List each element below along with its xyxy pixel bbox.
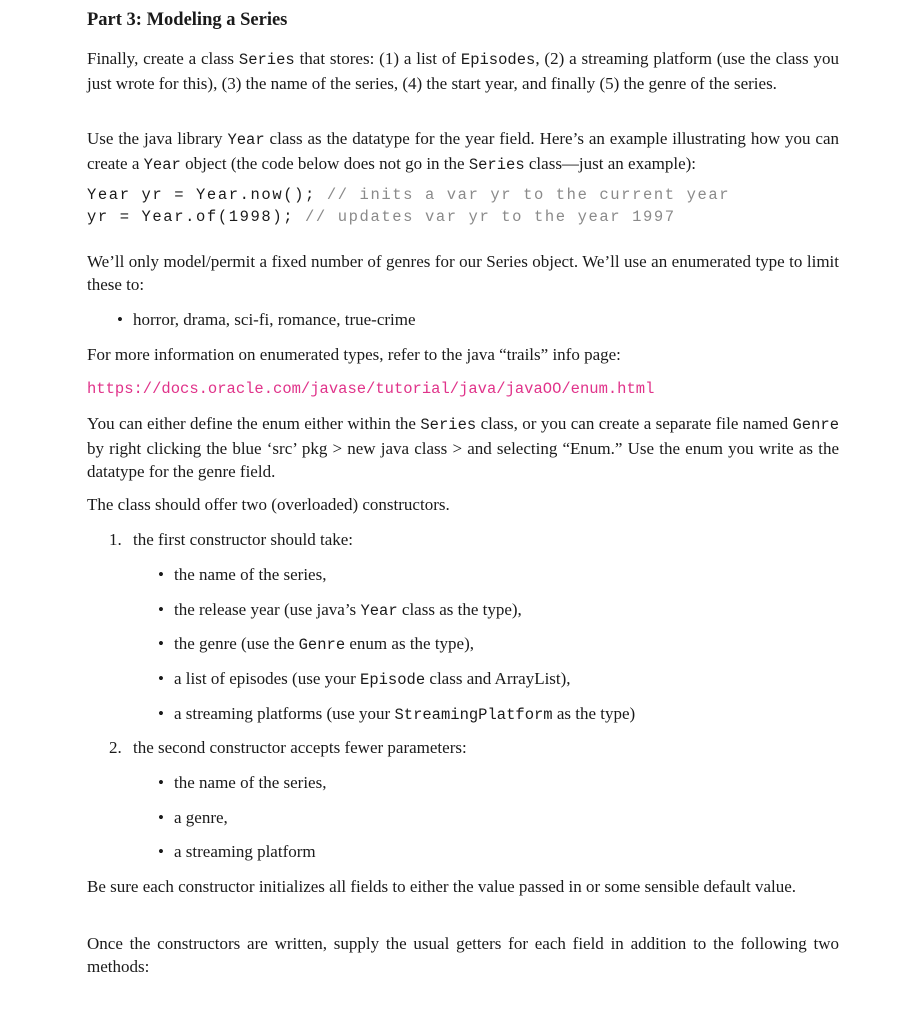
bullet-icon: • [158, 842, 164, 861]
enum-info-text: For more information on enumerated types, refer to the java “trails” info page: [87, 345, 621, 364]
list1-item-4-code: Episode [360, 671, 426, 689]
intro-text-3: , (2) a streaming platform (use the class you just wrote for this), (3) the name of the series, (4) the start year, and finally (5) the genre of the series. [87, 49, 839, 93]
enum-text-1: You can either define the enum either within the [87, 414, 421, 433]
year-code-2: Year [143, 156, 181, 174]
list1-item-3-text-b: enum as the type), [345, 634, 475, 653]
bullet-icon: • [158, 565, 164, 584]
bullet-icon: • [158, 669, 164, 688]
section-title: Part 3: Modeling a Series [87, 10, 288, 30]
enum-text-3: by right clicking the blue ‘src’ pkg > new java class > and selecting “Enum.” Use the enum you write as the datatype for the genre field. [87, 439, 839, 481]
code-line-2-statement: yr = Year.of(1998); [87, 208, 306, 226]
bullet-icon: • [158, 773, 164, 792]
intro-code-series: Series [238, 51, 295, 69]
list2-item-1: the name of the series, [174, 773, 327, 792]
code-line-1-comment: // inits a var yr to the current year [326, 186, 731, 204]
year-paragraph [87, 127, 839, 177]
list1-item-5 [174, 702, 635, 727]
list1-item-3-code: Genre [298, 636, 346, 654]
genres-paragraph: We’ll only model/permit a fixed number of genres for our Series object. We’ll use an enumerated type to limit these to: [87, 252, 839, 294]
list1-item-2-code: Year [360, 602, 398, 620]
bullet-icon: • [158, 808, 164, 827]
bullet-icon: • [158, 600, 164, 619]
list1-item-5-text-a: a streaming platforms (use your [174, 704, 395, 723]
constructors-intro: The class should offer two (overloaded) constructors. [87, 495, 450, 514]
bullet-icon: • [158, 634, 164, 653]
enum-code-series: Series [420, 416, 477, 434]
year-text-1: Use the java library [87, 129, 228, 148]
year-text-3: object (the code below does not go in the [180, 154, 469, 173]
year-code-3: Series [468, 156, 525, 174]
enum-text-2: class, or you can create a separate file named [476, 414, 793, 433]
code-line-2-comment: // updates var yr to the year 1997 [305, 208, 676, 226]
list2-text: the second constructor accepts fewer parameters: [133, 738, 467, 757]
code-line-1-statement: Year yr = Year.now(); [87, 186, 327, 204]
list1-number: 1. [109, 530, 122, 549]
list1-text: the first constructor should take: [133, 530, 354, 549]
init-paragraph: Be sure each constructor initializes all fields to either the value passed in or some sensible default value. [87, 877, 797, 896]
intro-text-1: Finally, create a class [87, 49, 239, 68]
year-text-2: class as the datatype for the year field. Here’s an example illustrating how you can create a [87, 129, 839, 173]
list2-item-3: a streaming platform [174, 842, 316, 861]
list1-item-3-text-a: the genre (use the [174, 634, 299, 653]
genres-list-item: horror, drama, sci-fi, romance, true-crime [133, 310, 416, 329]
list2-number: 2. [109, 738, 122, 757]
list1-item-4-text-b: class and ArrayList), [425, 669, 571, 688]
code-line-1 [87, 184, 730, 206]
list1-item-5-code: StreamingPlatform [394, 706, 553, 724]
getters-paragraph: Once the constructors are written, supply the usual getters for each field in addition to the following two methods: [87, 934, 839, 976]
year-code-1: Year [227, 131, 265, 149]
list2-item-2: a genre, [174, 808, 228, 827]
enum-code-genre: Genre [792, 416, 839, 434]
list1-item-2-text-a: the release year (use java’s [174, 600, 361, 619]
list1-item-4-text-a: a list of episodes (use your [174, 669, 361, 688]
list1-item-2-text-b: class as the type), [397, 600, 522, 619]
list1-item-5-text-b: as the type) [552, 704, 636, 723]
code-line-2 [87, 206, 676, 228]
list1-item-3 [174, 632, 474, 657]
list1-item-2 [174, 598, 522, 623]
list1-item-1: the name of the series, [174, 565, 327, 584]
list1-item-4 [174, 667, 571, 692]
enum-docs-link[interactable]: https://docs.oracle.com/javase/tutorial/java/javaOO/enum.html [87, 380, 655, 398]
bullet-icon: • [158, 704, 164, 723]
year-text-4: class—just an example): [524, 154, 697, 173]
enum-paragraph [87, 412, 839, 483]
intro-code-episodes: Episodes [460, 51, 536, 69]
bullet-icon: • [117, 310, 123, 329]
intro-text-2: that stores: (1) a list of [294, 49, 461, 68]
intro-paragraph [87, 47, 839, 95]
